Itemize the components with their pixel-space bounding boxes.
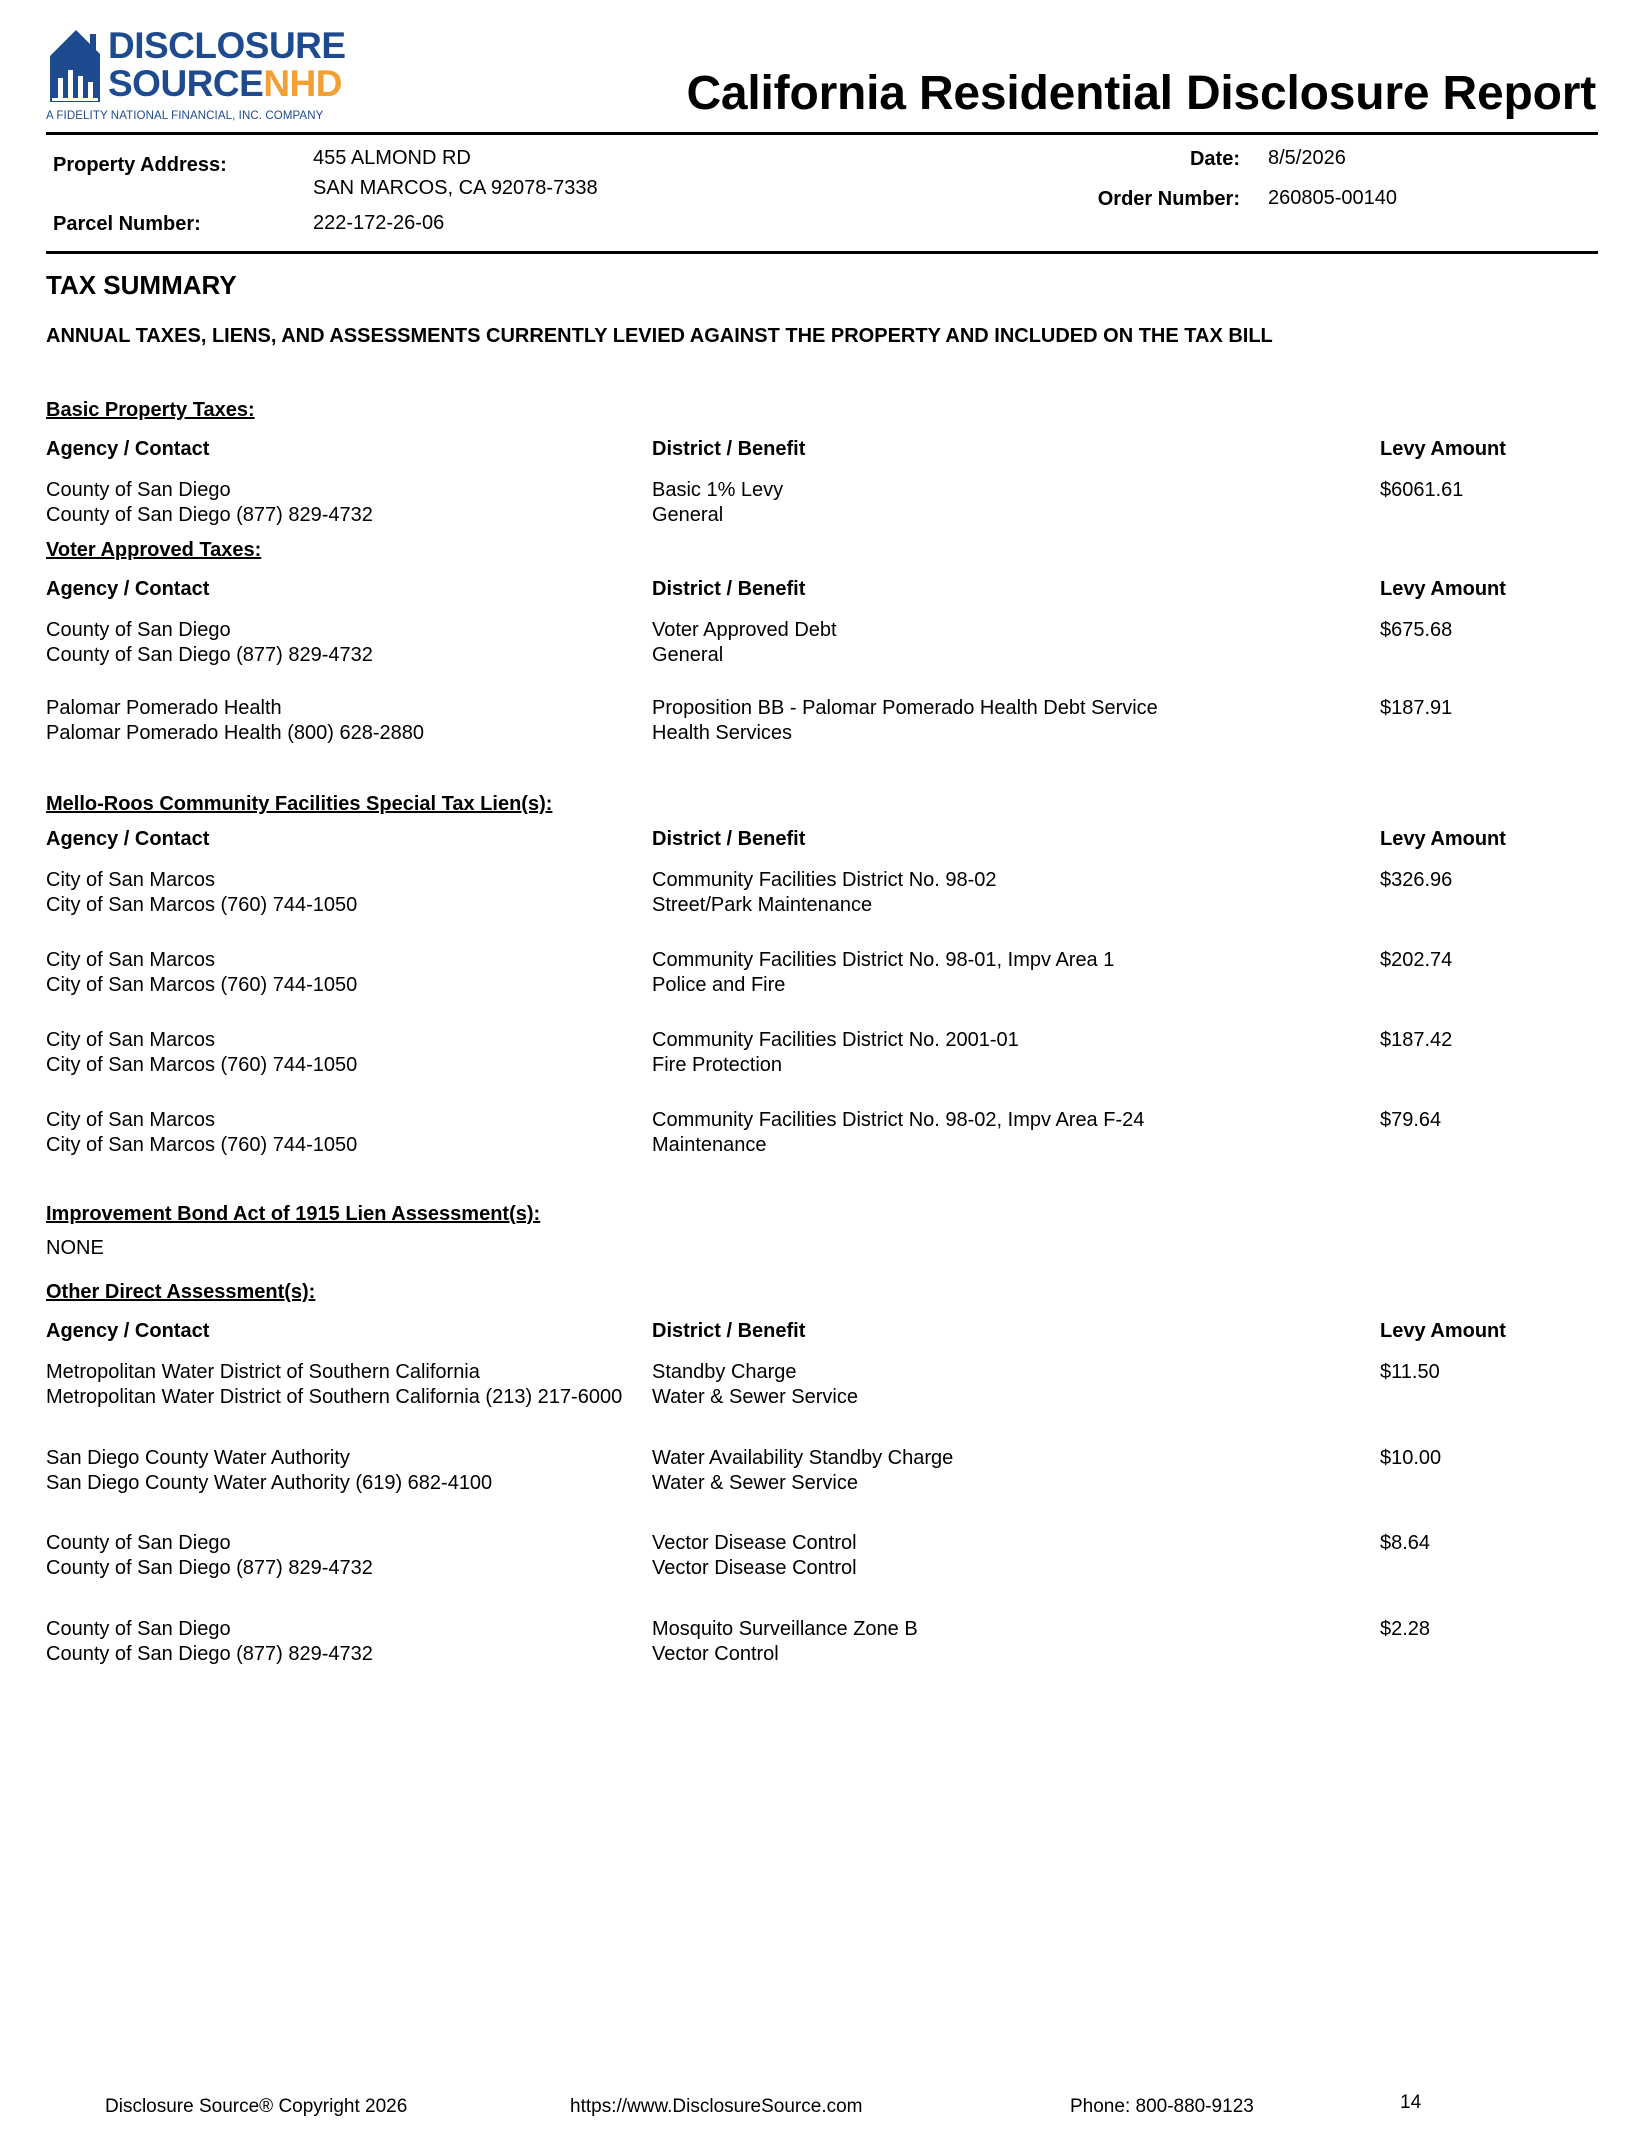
table-row (46, 618, 1606, 696)
levy-amount: $187.42 (1380, 1029, 1453, 1051)
agency-cell (46, 1617, 626, 1666)
col-agency-contact: Agency / Contact (46, 828, 210, 850)
logo-text-line1: DISCLOSURE (108, 25, 346, 66)
logo-tagline: A FIDELITY NATIONAL FINANCIAL, INC. COMPANY (46, 110, 324, 122)
agency-cell (46, 696, 626, 745)
section-title: Improvement Bond Act of 1915 Lien Assessment(s): (46, 1203, 541, 1225)
table-row (46, 1108, 1606, 1200)
agency-cell (46, 1446, 626, 1495)
agency-contact: City of San Marcos (760) 744-1050 (46, 1053, 358, 1076)
agency-name: County of San Diego (46, 619, 231, 641)
section-other-direct-assessments (46, 1278, 1606, 1677)
section-mello-roos (46, 790, 1606, 1200)
col-district-benefit: District / Benefit (652, 438, 806, 460)
col-agency-contact: Agency / Contact (46, 578, 210, 600)
district-cell (652, 1617, 1352, 1666)
agency-contact: County of San Diego (877) 829-4732 (46, 643, 373, 666)
district-cell (652, 1108, 1352, 1157)
order-number-value: 260805-00140 (1268, 187, 1398, 209)
agency-cell (46, 618, 626, 667)
district-name: Community Facilities District No. 98-02, Impv Area F-24 (652, 1109, 1145, 1131)
agency-contact: City of San Marcos (760) 744-1050 (46, 1133, 358, 1156)
table-row (46, 478, 1606, 536)
agency-cell (46, 478, 626, 527)
agency-name: City of San Marcos (46, 869, 215, 891)
section-title: Basic Property Taxes: (46, 399, 255, 421)
district-cell (652, 618, 1352, 667)
section-improvement-bond-act (46, 1200, 1606, 1262)
district-cell (652, 478, 1352, 527)
table-row (46, 1617, 1606, 1677)
district-benefit: Street/Park Maintenance (652, 893, 873, 916)
col-levy-amount: Levy Amount (1380, 578, 1506, 600)
property-address-label: Property Address: (53, 154, 227, 176)
agency-contact: Palomar Pomerado Health (800) 628-2880 (46, 721, 424, 744)
column-headers (46, 828, 1606, 858)
agency-contact: County of San Diego (877) 829-4732 (46, 1556, 373, 1579)
none-text: NONE (46, 1237, 104, 1259)
agency-cell (46, 1531, 626, 1580)
district-benefit: Vector Disease Control (652, 1556, 857, 1579)
agency-cell (46, 948, 626, 997)
agency-contact: City of San Marcos (760) 744-1050 (46, 973, 358, 996)
agency-contact: County of San Diego (877) 829-4732 (46, 1642, 373, 1665)
agency-cell (46, 868, 626, 917)
page-number: 14 (1400, 2092, 1422, 2113)
table-row (46, 868, 1606, 948)
tax-summary-subheading: ANNUAL TAXES, LIENS, AND ASSESSMENTS CURRENTLY LEVIED AGAINST THE PROPERTY AND INCLUDED ON THE TAX BILL (46, 325, 1273, 347)
col-levy-amount: Levy Amount (1380, 1320, 1506, 1342)
col-agency-contact: Agency / Contact (46, 1320, 210, 1342)
section-basic-property-taxes (46, 396, 1606, 536)
levy-amount: $10.00 (1380, 1447, 1442, 1469)
district-benefit: Water & Sewer Service (652, 1471, 858, 1494)
table-row (46, 696, 1606, 790)
district-name: Community Facilities District No. 98-02 (652, 869, 997, 891)
levy-amount: $79.64 (1380, 1109, 1442, 1131)
header-rule-top (46, 132, 1598, 135)
agency-name: San Diego County Water Authority (46, 1447, 350, 1469)
levy-amount: $8.64 (1380, 1532, 1431, 1554)
header-rule-bottom (46, 251, 1598, 254)
levy-amount: $2.28 (1380, 1618, 1431, 1640)
column-headers (46, 578, 1606, 608)
agency-name: Palomar Pomerado Health (46, 697, 282, 719)
district-cell (652, 948, 1352, 997)
date-value: 8/5/2026 (1268, 147, 1346, 169)
levy-amount: $675.68 (1380, 619, 1453, 641)
agency-contact: County of San Diego (877) 829-4732 (46, 503, 373, 526)
district-benefit: General (652, 643, 724, 666)
col-district-benefit: District / Benefit (652, 578, 806, 600)
district-name: Community Facilities District No. 2001-01 (652, 1029, 1019, 1051)
parcel-number-value: 222-172-26-06 (313, 212, 445, 234)
house-logo-icon (46, 26, 102, 102)
district-benefit: General (652, 503, 724, 526)
levy-amount: $187.91 (1380, 697, 1453, 719)
section-title: Other Direct Assessment(s): (46, 1281, 316, 1303)
agency-name: County of San Diego (46, 1532, 231, 1554)
agency-cell (46, 1108, 626, 1157)
logo-text-line2 (108, 64, 342, 104)
company-logo (46, 24, 346, 128)
district-name: Voter Approved Debt (652, 619, 837, 641)
levy-amount: $11.50 (1380, 1361, 1440, 1383)
district-cell (652, 1028, 1352, 1077)
agency-name: Metropolitan Water District of Southern California (46, 1361, 480, 1383)
agency-contact: City of San Marcos (760) 744-1050 (46, 893, 358, 916)
column-headers (46, 1320, 1606, 1350)
col-agency-contact: Agency / Contact (46, 438, 210, 460)
table-row (46, 1446, 1606, 1531)
district-name: Mosquito Surveillance Zone B (652, 1618, 918, 1640)
agency-name: City of San Marcos (46, 949, 215, 971)
levy-amount: $6061.61 (1380, 479, 1464, 501)
table-row (46, 1360, 1606, 1446)
col-district-benefit: District / Benefit (652, 1320, 806, 1342)
agency-name: City of San Marcos (46, 1029, 215, 1051)
district-cell (652, 1360, 1352, 1409)
district-name: Basic 1% Levy (652, 479, 784, 501)
district-benefit: Health Services (652, 721, 793, 744)
levy-amount: $326.96 (1380, 869, 1453, 891)
date-label: Date: (1189, 148, 1240, 170)
report-title: California Residential Disclosure Report (686, 67, 1596, 120)
property-address-line1: 455 ALMOND RD (313, 147, 471, 169)
levy-amount: $202.74 (1380, 949, 1453, 971)
col-levy-amount: Levy Amount (1380, 828, 1506, 850)
agency-cell (46, 1028, 626, 1077)
footer-copyright: Disclosure Source® Copyright 2026 (105, 2096, 408, 2117)
agency-contact: San Diego County Water Authority (619) 682-4100 (46, 1471, 493, 1494)
agency-cell (46, 1360, 626, 1409)
district-name: Standby Charge (652, 1361, 797, 1383)
section-title: Voter Approved Taxes: (46, 539, 262, 561)
agency-name: County of San Diego (46, 479, 231, 501)
district-benefit: Maintenance (652, 1133, 767, 1156)
footer-phone: Phone: 800-880-9123 (1070, 2096, 1254, 2117)
agency-name: County of San Diego (46, 1618, 231, 1640)
order-number-label: Order Number: (1097, 188, 1240, 210)
parcel-number-label: Parcel Number: (53, 213, 201, 235)
footer-website-link[interactable]: https://www.DisclosureSource.com (570, 2096, 863, 2117)
property-address-line2: SAN MARCOS, CA 92078-7338 (313, 177, 598, 199)
agency-contact: Metropolitan Water District of Southern California (213) 217-6000 (46, 1385, 623, 1408)
district-cell (652, 1446, 1352, 1495)
col-district-benefit: District / Benefit (652, 828, 806, 850)
table-row (46, 948, 1606, 1028)
district-cell (652, 1531, 1352, 1580)
section-title: Mello-Roos Community Facilities Special Tax Lien(s): (46, 793, 553, 815)
agency-name: City of San Marcos (46, 1109, 215, 1131)
district-name: Vector Disease Control (652, 1532, 857, 1554)
table-row (46, 1028, 1606, 1108)
district-benefit: Water & Sewer Service (652, 1385, 858, 1408)
section-voter-approved-taxes (46, 536, 1606, 790)
district-benefit: Police and Fire (652, 973, 786, 996)
district-name: Community Facilities District No. 98-01, Impv Area 1 (652, 949, 1115, 971)
district-benefit: Vector Control (652, 1642, 779, 1665)
tax-sections (46, 396, 1606, 1677)
column-headers (46, 438, 1606, 468)
district-name: Water Availability Standby Charge (652, 1447, 954, 1469)
district-name: Proposition BB - Palomar Pomerado Health Debt Service (652, 697, 1158, 719)
district-benefit: Fire Protection (652, 1053, 783, 1076)
district-cell (652, 868, 1352, 917)
district-cell (652, 696, 1352, 745)
table-row (46, 1531, 1606, 1617)
col-levy-amount: Levy Amount (1380, 438, 1506, 460)
tax-summary-heading: TAX SUMMARY (46, 270, 237, 300)
logo-text-source: SOURCE (108, 63, 264, 104)
logo-text-nhd: NHD (263, 63, 342, 104)
